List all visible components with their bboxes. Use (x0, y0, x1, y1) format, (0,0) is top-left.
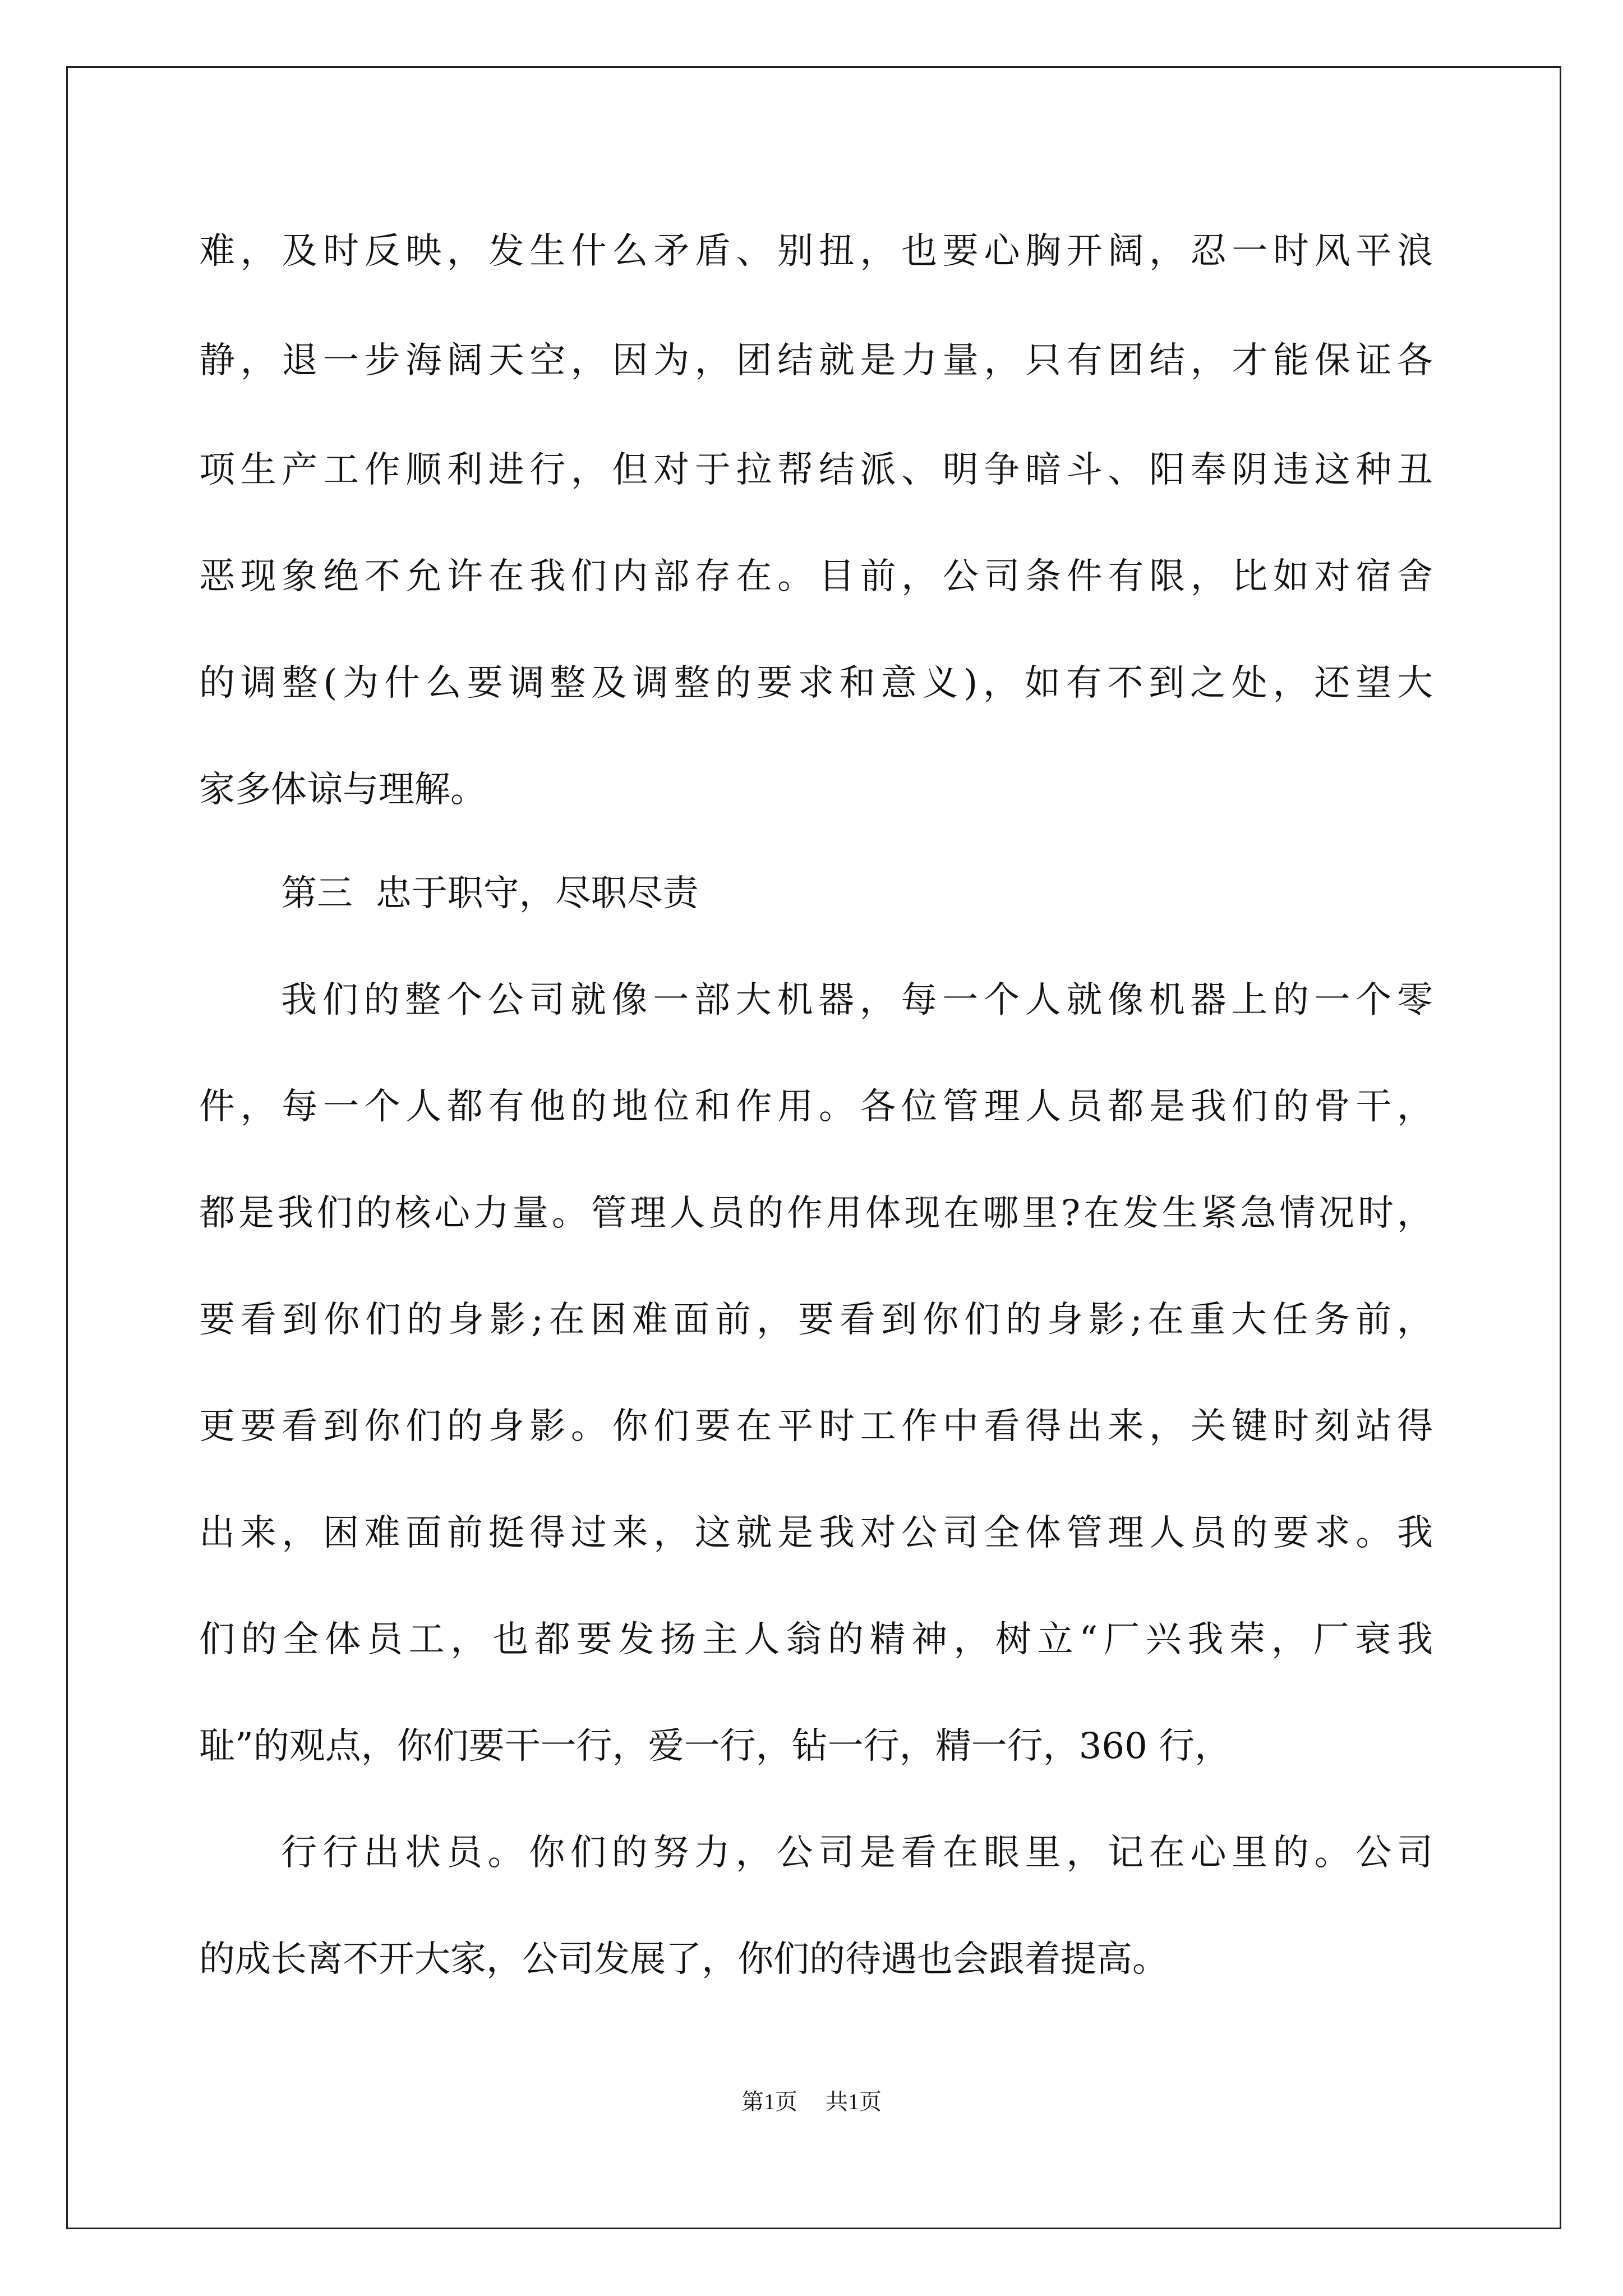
paragraph-line: 更要看到你们的身影。你们要在平时工作中看得出来，关键时刻站得 (199, 1406, 1433, 1447)
page-number: 第1页 (741, 2089, 797, 2114)
paragraph-line: 件，每一个人都有他的地位和作用。各位管理人员都是我们的骨干， (199, 1086, 1433, 1128)
paragraph-line: 我们的整个公司就像一部大机器，每一个人就像机器上的一个零 (281, 979, 1433, 1021)
paragraph-line: 行行出状员。你们的努力，公司是看在眼里，记在心里的。公司 (281, 1832, 1433, 1874)
page-border (66, 66, 1561, 2229)
page-total: 共1页 (826, 2089, 882, 2114)
paragraph-line: 们的全体员工，也都要发扬主人翁的精神，树立“厂兴我荣，厂衰我 (199, 1619, 1433, 1660)
paragraph-line: 的成长离不开大家，公司发展了，你们的待遇也会跟着提高。 (199, 1939, 1168, 1980)
paragraph-line: 的调整(为什么要调整及调整的要求和意义)，如有不到之处，还望大 (199, 662, 1433, 704)
section-heading: 第三 忠于职守，尽职尽责 (281, 873, 699, 914)
paragraph-line: 要看到你们的身影;在困难面前，要看到你们的身影;在重大任务前， (199, 1299, 1433, 1341)
paragraph-line: 恶现象绝不允许在我们内部存在。目前，公司条件有限，比如对宿舍 (199, 556, 1433, 597)
page-footer (0, 2088, 1623, 2116)
paragraph-line: 出来，困难面前挺得过来，这就是我对公司全体管理人员的要求。我 (199, 1512, 1433, 1554)
paragraph-line: 都是我们的核心力量。管理人员的作用体现在哪里?在发生紧急情况时， (199, 1193, 1433, 1234)
paragraph-line: 难，及时反映，发生什么矛盾、别扭，也要心胸开阔，忍一时风平浪 (199, 231, 1433, 272)
paragraph-line: 项生产工作顺利进行，但对于拉帮结派、明争暗斗、阳奉阴违这种丑 (199, 449, 1433, 491)
paragraph-line: 耻”的观点，你们要干一行，爱一行，钻一行，精一行，360 行， (199, 1726, 1231, 1767)
paragraph-line: 静，退一步海阔天空，因为，团结就是力量，只有团结，才能保证各 (199, 340, 1433, 381)
paragraph-line: 家多体谅与理解。 (199, 769, 486, 811)
